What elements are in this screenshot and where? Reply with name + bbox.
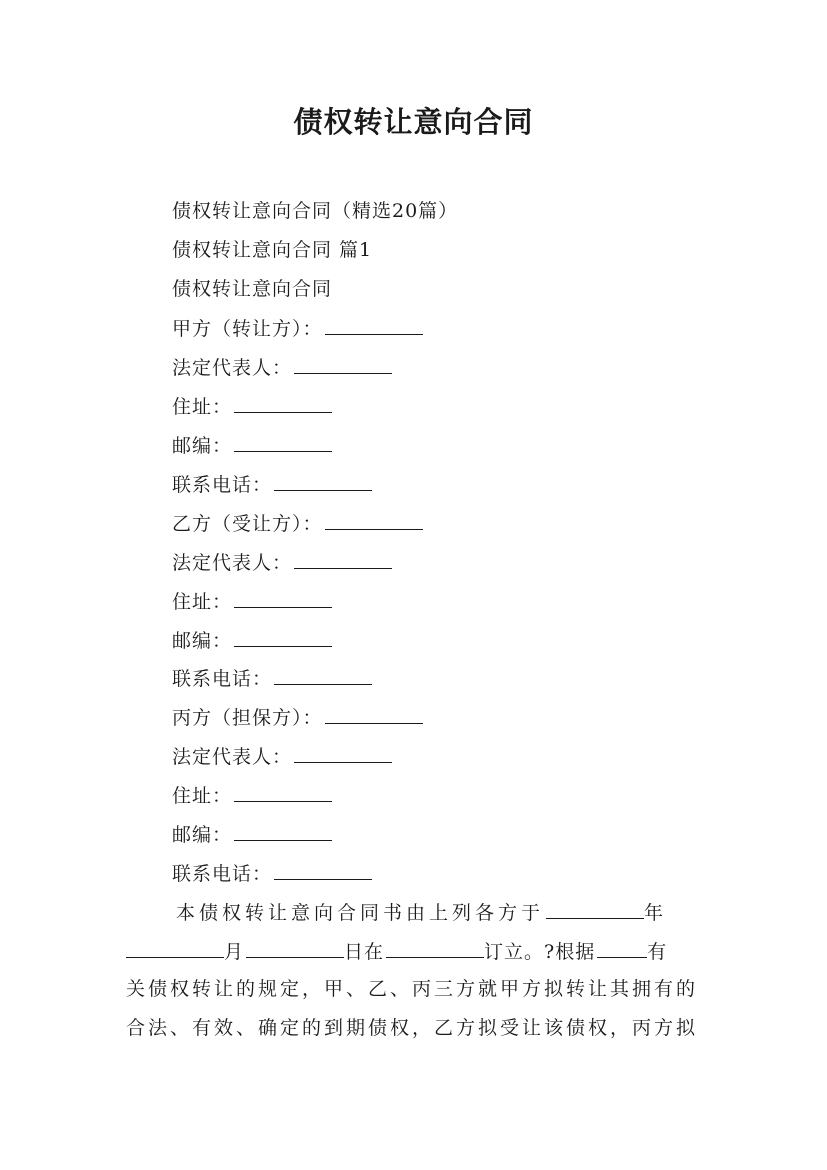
party-b-address-blank [234, 587, 332, 608]
party-a-rep-blank [294, 353, 392, 374]
party-b-postcode-label: 邮编： [172, 630, 233, 652]
party-a-blank [325, 314, 423, 335]
party-b-address-row [172, 587, 332, 615]
month-label: 月 [224, 941, 245, 963]
party-b-phone-label: 联系电话： [172, 668, 273, 690]
body-line-1 [176, 898, 667, 926]
party-c-phone-blank [274, 859, 372, 880]
party-c-label: 丙方（担保方）： [172, 707, 323, 729]
party-c-rep-label: 法定代表人： [172, 746, 293, 768]
party-a-rep-label: 法定代表人： [172, 357, 293, 379]
body-line-3: 关债权转让的规定，甲、乙、丙三方就甲方拟转让其拥有的 [126, 978, 699, 1000]
body-line-1-text: 本债权转让意向合同书由上列各方于 [176, 902, 545, 924]
party-c-postcode-label: 邮编： [172, 824, 233, 846]
party-a-address-label: 住址： [172, 396, 233, 418]
party-c-postcode-row [172, 820, 332, 848]
page-title: 债权转让意向合同 [293, 105, 534, 139]
party-a-address-blank [234, 392, 332, 413]
party-b-rep-label: 法定代表人： [172, 552, 293, 574]
day-label: 日在 [344, 941, 385, 963]
party-c-row [172, 703, 423, 731]
party-a-postcode-label: 邮编： [172, 435, 233, 457]
party-c-address-row [172, 781, 332, 809]
year-blank [546, 898, 644, 919]
basis-blank [597, 937, 647, 958]
party-b-postcode-blank [234, 626, 332, 647]
party-c-rep-blank [294, 742, 392, 763]
party-b-postcode-row [172, 626, 332, 654]
party-c-postcode-blank [234, 820, 332, 841]
party-b-label: 乙方（受让方）： [172, 513, 323, 535]
party-a-rep-row [172, 353, 392, 381]
party-c-blank [325, 703, 423, 724]
party-b-phone-row [172, 664, 372, 692]
year-blank-cont [126, 937, 224, 958]
body-line-4: 合法、有效、确定的到期债权，乙方拟受让该债权，丙方拟 [126, 1017, 699, 1039]
body-line-2 [126, 937, 667, 965]
place-blank [386, 937, 484, 958]
year-label: 年 [644, 902, 668, 924]
party-a-address-row [172, 392, 332, 420]
contract-name: 债权转让意向合同 [172, 278, 333, 300]
party-c-address-blank [234, 781, 332, 802]
signed-text: 订立。?根据 [484, 941, 596, 963]
party-b-rep-row [172, 548, 392, 576]
line-2-end: 有 [647, 941, 668, 963]
party-a-phone-blank [274, 470, 372, 491]
party-b-phone-blank [274, 664, 372, 685]
party-b-address-label: 住址： [172, 591, 233, 613]
party-a-row [172, 314, 423, 342]
party-a-phone-row [172, 470, 372, 498]
party-b-rep-blank [294, 548, 392, 569]
party-a-label: 甲方（转让方）： [172, 318, 323, 340]
month-blank [246, 937, 344, 958]
party-a-postcode-blank [234, 431, 332, 452]
party-b-blank [325, 509, 423, 530]
section-heading: 债权转让意向合同 篇1 [172, 239, 373, 261]
party-c-phone-row [172, 859, 372, 887]
party-c-phone-label: 联系电话： [172, 863, 273, 885]
party-b-row [172, 509, 423, 537]
document-subtitle: 债权转让意向合同（精选20篇） [172, 200, 459, 222]
party-a-phone-label: 联系电话： [172, 474, 273, 496]
party-c-rep-row [172, 742, 392, 770]
party-a-postcode-row [172, 431, 332, 459]
party-c-address-label: 住址： [172, 785, 233, 807]
